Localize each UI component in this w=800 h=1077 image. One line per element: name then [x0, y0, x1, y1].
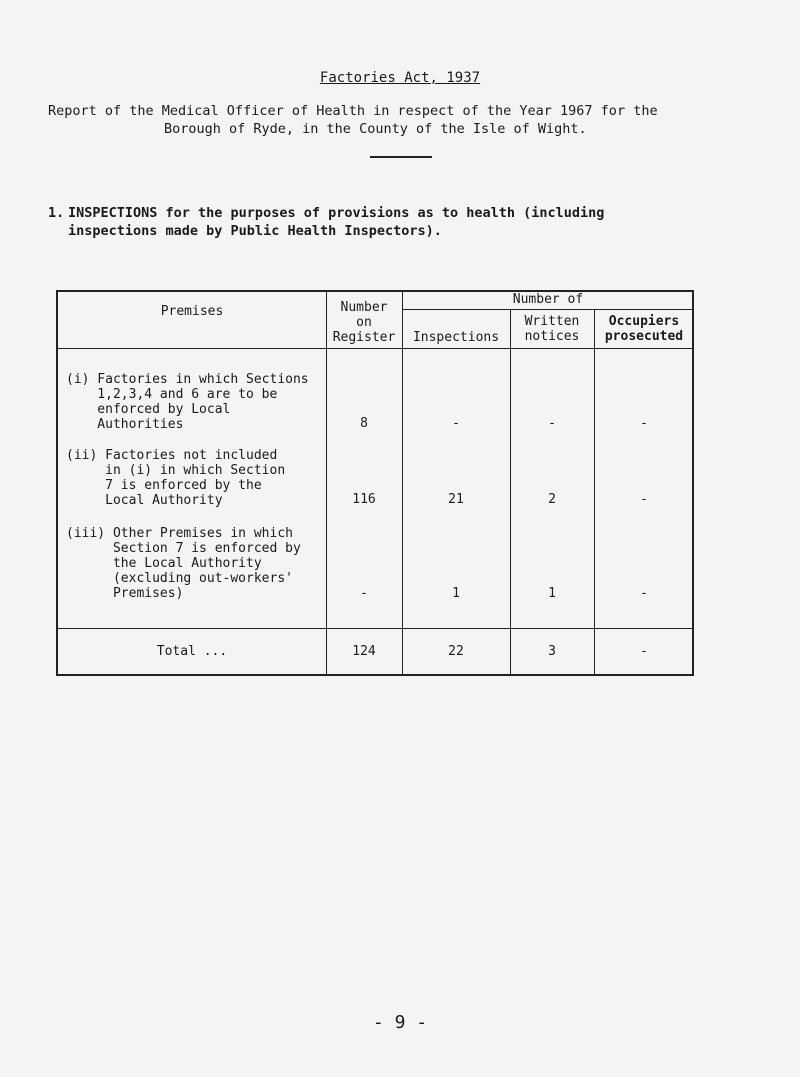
row-ii-inspections: 21 — [448, 492, 464, 507]
header-occupiers-line-2: prosecuted — [604, 329, 684, 344]
inspections-table — [56, 290, 694, 676]
total-top-line — [58, 628, 694, 629]
header-occupiers-line-1: Occupiers — [608, 314, 680, 329]
header-written-line-2: notices — [524, 329, 580, 344]
row-label-line: (iii) Other Premises in which — [66, 526, 293, 541]
row-label-line: (i) Factories in which Sections — [66, 372, 309, 387]
header-bottom-line — [58, 348, 694, 349]
header-register-line-2: on — [356, 315, 372, 330]
section-line-1: INSPECTIONS for the purposes of provisions as to health (including — [68, 205, 605, 221]
page-number: - 9 - — [372, 1012, 428, 1033]
row-label-line: (excluding out-workers' — [66, 571, 293, 586]
row-label-i — [66, 372, 328, 432]
row-label-line: the Local Authority — [66, 556, 262, 571]
header-register-line-1: Number — [340, 300, 388, 315]
row-iii-register: - — [360, 586, 368, 601]
header-inspections: Inspections — [412, 330, 500, 345]
section-number: 1. — [48, 205, 65, 221]
total-written: 3 — [548, 644, 556, 659]
document-title: Factories Act, 1937 — [319, 70, 481, 86]
total-label: Total ... — [156, 644, 228, 659]
row-label-line: Local Authority — [66, 493, 223, 508]
row-ii-prosecuted: - — [640, 492, 648, 507]
total-inspections: 22 — [448, 644, 464, 659]
row-i-written: - — [548, 416, 556, 431]
header-premises: Premises — [160, 304, 224, 319]
report-line-2: Borough of Ryde, in the County of the Isle of Wight. — [164, 121, 587, 137]
header-written-line-1: Written — [524, 314, 580, 329]
row-label-line: Premises) — [66, 586, 184, 601]
report-heading — [48, 102, 768, 138]
report-line-1: Report of the Medical Officer of Health in respect of the Year 1967 for the — [48, 103, 658, 119]
row-label-line: (ii) Factories not included — [66, 448, 278, 463]
row-iii-written: 1 — [548, 586, 556, 601]
total-prosecuted: - — [640, 644, 648, 659]
row-label-line: 1,2,3,4 and 6 are to be — [66, 387, 278, 402]
row-i-prosecuted: - — [640, 416, 648, 431]
row-label-line: 7 is enforced by the — [66, 478, 262, 493]
header-number-of: Number of — [512, 292, 584, 307]
section-line-2: inspections made by Public Health Inspectors). — [68, 223, 442, 239]
row-label-line: enforced by Local — [66, 402, 231, 417]
separator-line — [370, 156, 432, 158]
row-label-ii — [66, 448, 328, 508]
row-iii-prosecuted: - — [640, 586, 648, 601]
header-occupiers-prosecuted — [594, 314, 694, 344]
header-written-notices — [510, 314, 594, 344]
row-i-register: 8 — [360, 416, 368, 431]
row-iii-inspections: 1 — [452, 586, 460, 601]
row-label-line: in (i) in which Section — [66, 463, 286, 478]
header-register — [326, 300, 402, 345]
row-i-inspections: - — [452, 416, 460, 431]
row-ii-written: 2 — [548, 492, 556, 507]
row-label-line: Section 7 is enforced by — [66, 541, 301, 556]
row-label-iii — [66, 526, 328, 601]
row-label-line: Authorities — [66, 417, 184, 432]
row-ii-register: 116 — [352, 492, 376, 507]
section-heading — [48, 204, 748, 240]
total-register: 124 — [352, 644, 376, 659]
header-register-line-3: Register — [332, 330, 396, 345]
col-divider — [402, 292, 403, 674]
header-divider — [402, 309, 694, 310]
